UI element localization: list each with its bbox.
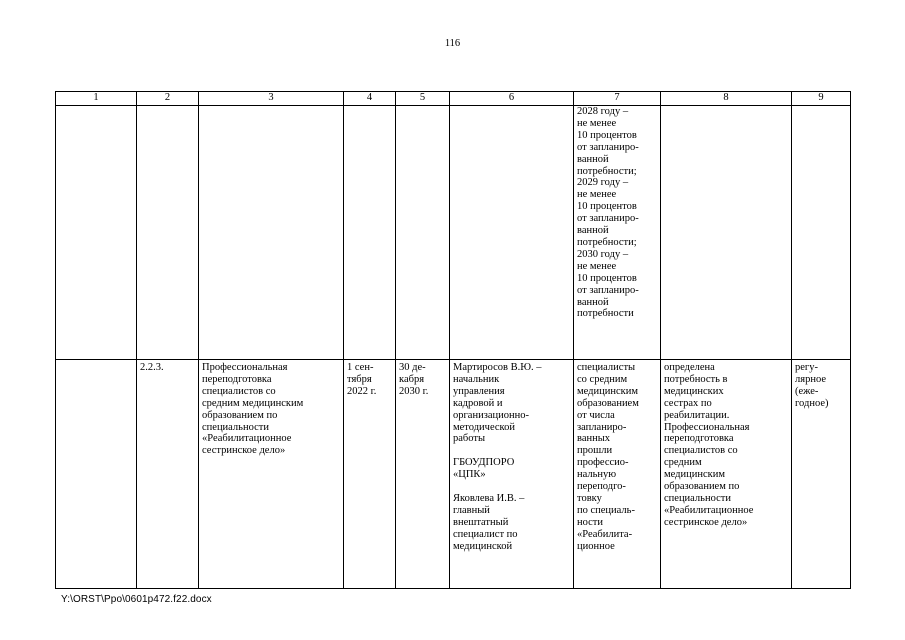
column-header-3: 3 [199, 92, 344, 106]
table-row [56, 106, 851, 360]
column-header-1: 1 [56, 92, 137, 106]
table-cell [792, 106, 851, 360]
table-cell [450, 106, 574, 360]
column-header-4: 4 [344, 92, 396, 106]
footer-file-path: Y:\ORST\Ppo\0601p472.f22.docx [61, 594, 212, 605]
table-cell [56, 360, 137, 589]
column-header-8: 8 [661, 92, 792, 106]
table-cell [137, 106, 199, 360]
activity-name-cell: Профессиональная переподготовка специалистов со средним медицинским образованием по специальности «Реабилитационное сестринское дело» [199, 360, 344, 589]
column-header-7: 7 [574, 92, 661, 106]
header-row [56, 92, 851, 106]
table-row [56, 360, 851, 589]
page-number: 116 [444, 38, 461, 49]
item-number-cell: 2.2.3. [137, 360, 199, 589]
expected-result-cell: определена потребность в медицинских сестрах по реабилитации. Профессиональная переподготовка специалистов со средним медицинским образованием по специальности «Реабилитационное сестринское дело» [661, 360, 792, 589]
target-indicator-cell: специалисты со средним медицинским образованием от числа запланиро- ванных прошли профессио- нальную переподго- товку по специаль- ности «Реабилита- ционное [574, 360, 661, 589]
table-cell [199, 106, 344, 360]
end-date-cell: 30 де- кабря 2030 г. [396, 360, 450, 589]
start-date-cell: 1 сен- тября 2022 г. [344, 360, 396, 589]
target-indicator-cell: 2028 году – не менее 10 процентов от запланиро- ванной потребности; 2029 году – не менее 10 процентов от запланиро- ванной потребности; 2030 году – не менее 10 процентов от запланиро- ванной потребности [574, 106, 661, 360]
table-cell [396, 106, 450, 360]
plan-table [55, 91, 851, 589]
column-header-5: 5 [396, 92, 450, 106]
responsible-cell: Мартиросов В.Ю. – начальник управления кадровой и организационно- методической работы ГБОУДПОРО «ЦПК» Яковлева И.В. – главный внештатный специалист по медицинской [450, 360, 574, 589]
column-header-9: 9 [792, 92, 851, 106]
periodicity-cell: регу- лярное (еже- годное) [792, 360, 851, 589]
column-header-2: 2 [137, 92, 199, 106]
table-cell [344, 106, 396, 360]
table-cell [661, 106, 792, 360]
column-header-6: 6 [450, 92, 574, 106]
table-cell [56, 106, 137, 360]
